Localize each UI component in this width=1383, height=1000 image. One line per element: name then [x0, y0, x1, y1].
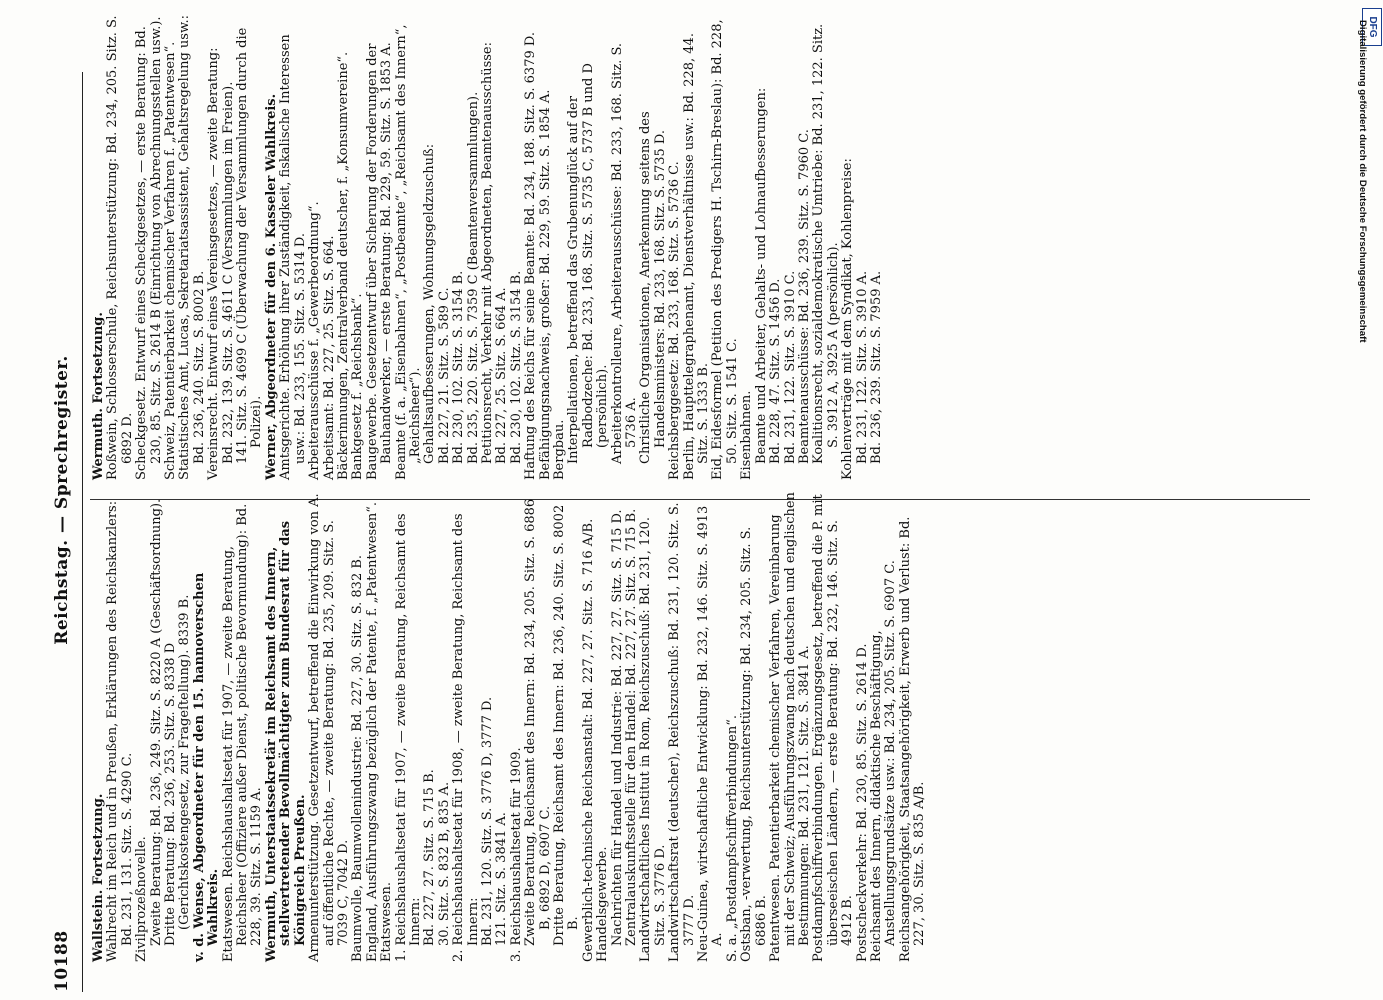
- index-entry: Etatswesen.: [379, 881, 395, 962]
- index-entry: Koalitionsrecht, sozialdemokratische Umtriebe: Bd. 231, 122. Sitz. S. 3912 A, 3925 A (persönlich).: [811, 19, 841, 464]
- index-entry: Reichsangehörigkeit, Staatsangehörigkeit, Erwerb und Verlust: Bd. 227, 30. Sitz. S. 835 A/B.: [897, 512, 928, 962]
- right-column: [92, 10, 884, 480]
- index-entry: Kohlenverträge mit dem Syndikat, Kohlenpreise:: [840, 158, 856, 480]
- index-entry: Nachrichten für Handel und Industrie: Bd. 227, 27. Sitz. S. 715 D.: [609, 509, 625, 946]
- index-entry: Bd. 230, 102. Sitz. S. 3154 B.: [451, 270, 467, 464]
- index-entry: Baugewerbe. Gesetzentwurf über Sicherung der Forderungen der Bauhandwerker, — erste Beratung: Bd. 229, 59. Sitz. S. 1853 A.: [364, 39, 395, 480]
- entry-heading: Wallstein. Fortsetzung.: [91, 793, 106, 962]
- index-entry: Bd. 232, 139. Sitz. S. 4611 C (Versammlungen im Freien).: [220, 81, 236, 464]
- index-entry: Reichsamt des Innern, didaktische Beschäftigung, Anstellungsgrundsätze usw.: Bd. 234, 205. Sitz. S. 6907 C.: [868, 560, 899, 962]
- index-entry: Bd. 236, 239. Sitz. S. 7959 A.: [868, 270, 884, 464]
- index-entry: Eisenbahnen.: [739, 390, 755, 480]
- index-entry: Beamte und Arbeiter, Gehalts- und Lohnaufbesserungen:: [753, 87, 769, 464]
- index-entry: Armenunterstützung. Gesetzentwurf, betreffend die Einwirkung von A. auf öffentliche Rechte, — zweite Beratung: Bd. 235, 209. Sitz. S. 7039 C, 7042 D.: [307, 489, 351, 962]
- index-entry: Postscheckverkehr: Bd. 230, 85. Sitz. S. 2614 D.: [854, 643, 870, 962]
- index-entry: Handelsgewerbe.: [595, 846, 611, 962]
- index-entry: Etatswesen. Reichshaushaltsetat für 1907, — zweite Beratung, Reichsheer (Offiziere außer Dienst, politische Bevormundung): Bd. 228, 39. Sitz. S. 1159 A.: [220, 499, 265, 962]
- index-entry: Beamte (f. a. „Eisenbahnen“, „Postbeamte“, „Reichsamt des Innern“, „Reichsheer“).: [393, 20, 423, 480]
- index-entry: Bd. 231, 122. Sitz. S. 3910 C.: [782, 270, 798, 464]
- index-entry: Reichsberggesetz: Bd. 233, 168. Sitz. S. 5736 C.: [667, 161, 683, 480]
- index-entry: Gewerblich-technische Reichsanstalt: Bd. 227, 27. Sitz. S. 716 A/B.: [580, 518, 596, 962]
- index-entry: Neu-Guinea, wirtschaftliche Entwicklung: Bd. 232, 146. Sitz. S. 4913 A.: [696, 501, 726, 962]
- entry-heading: v. d. Wense, Abgeordneter für den 15. hannoverschen Wahlkreis.: [191, 568, 222, 962]
- index-entry: Zivilprozeßnovelle.: [134, 836, 150, 962]
- side-note: [1352, 20, 1372, 980]
- index-entry: Baumwolle, Baumwollenindustrie: Bd. 227, 30. Sitz. S. 832 B.: [350, 554, 366, 962]
- index-entry: Bd. 227, 21. Sitz. S. 589 C.: [436, 287, 452, 464]
- index-entry: Bergbau.: [552, 419, 567, 480]
- index-entry: Patentwesen. Patentierbarkeit chemischer Verfahren, Vereinbarung mit der Schweiz; Ausführungszwang nach deutschen und englischen Bestimmungen: Bd. 231, 121. Sitz. S. 3841 A.: [768, 487, 812, 962]
- index-entry: 121. Sitz. S. 3841 A.: [494, 812, 510, 946]
- entry-heading: Wermuth, Unterstaatssekretär im Reichsamt des Innern, stellvertretender Bevollmächtigter zum Bundesrat für das Königreich Preußen.: [263, 516, 308, 962]
- index-entry: Vereinsrecht. Entwurf eines Vereinsgesetzes, — zweite Beratung:: [206, 47, 222, 480]
- index-entry: Statistisches Amt, Lucas, Sekretariatsassistent, Gehaltsregelung usw.: Bd. 236, 240. Sitz. S. 8002 B.: [177, 10, 207, 480]
- index-entry: Bd. 231, 120. Sitz. S. 3776 D, 3777 D.: [479, 696, 495, 946]
- index-entry: Gehaltsaufbesserungen, Wohnungsgeldzuschuß:: [422, 143, 438, 464]
- index-entry: Amtsgerichte. Erhöhung ihrer Zuständigkeit, fiskalische Interessen usw.: Bd. 233, 155. Sitz. S. 5314 D.: [278, 30, 308, 480]
- index-entry: Bäckerinnungen, Zentralverband deutscher, f. „Konsumvereine“.: [335, 51, 351, 480]
- index-entry: Zweite Beratung, Reichsamt des Innern: Bd. 234, 205. Sitz. S. 6886 B, 6892 D, 6907 C.: [523, 494, 553, 946]
- dfg-logo-text: DFG: [1367, 16, 1378, 38]
- index-entry: Zweite Beratung: Bd. 236, 249. Sitz. S. 8220 A (Geschäftsordnung).: [148, 498, 164, 946]
- index-entry: Zentralauskunftsstelle für den Handel: Bd. 227, 27. Sitz. S. 715 B.: [624, 508, 640, 946]
- index-entry: Beamtenausschüsse: Bd. 236, 239. Sitz. S. 7960 C.: [796, 129, 812, 464]
- index-entry: Ostsban, -verwertung, Reichsunterstützung: Bd. 234, 205. Sitz. S. 6886 B.: [739, 522, 769, 962]
- index-entry: Haftung des Reichs für seine Beamte: Bd. 234, 188. Sitz. S. 6379 D.: [523, 32, 539, 480]
- index-entry: Berlin, Haupttelegraphenamt, Dienstverhältnisse usw.: Bd. 228, 44. Sitz. S. 1333 B.: [681, 28, 712, 480]
- index-entry: Roßwein, Schlosserschule, Reichsunterstützung: Bd. 234, 205. Sitz. S. 6892 D.: [105, 11, 135, 480]
- index-entry: Bd. 231, 122. Sitz. S. 3910 A.: [854, 270, 870, 464]
- index-entry: Arbeitsamt: Bd. 227, 25. Sitz. S. 664.: [321, 235, 337, 480]
- index-entry: Schweiz, Patentierbarkeit chemischer Verfahren f. „Patentwesen“.: [163, 41, 179, 480]
- index-entry: Dritte Beratung: Bd. 236, 253. Sitz. S. 8338 D (Gerichtskostengesetz, zur Frageſtellung). 8339 B.: [163, 594, 193, 946]
- index-entry: Bd. 235, 220. Sitz. S. 7359 C (Beamtenversammlungen).: [465, 91, 481, 464]
- header-rule: [82, 72, 83, 992]
- index-entry: 3. Reichshaushaltsetat für 1909.: [508, 747, 524, 962]
- index-entry: Wahlrecht im Reich und in Preußen, Erklärungen des Reichskanzlers: Bd. 231, 131. Sitz. S. 4290 C.: [105, 496, 135, 962]
- index-entry: Eid, Eidesformel (Petition des Predigers H. Tschirn-Breslau): Bd. 228, 50. Sitz. S. 1541 C.: [710, 15, 740, 480]
- index-entry: Bankgesetz f. „Reichsbank“.: [350, 293, 366, 480]
- index-entry: 30. Sitz. S. 832 B, 835 A.: [436, 781, 452, 946]
- index-entry: 2. Reichshaushaltsetat für 1908, — zweite Beratung, Reichsamt des Innern:: [451, 509, 481, 962]
- index-entry: Postdampfschiffverbindungen. Ergänzungsgesetz, betreffend die P. mit überseeischen Ländern, — erste Beratung: Bd. 232, 146. Sitz. S. 4912 B.: [811, 490, 856, 962]
- side-note-text: Digitalisierung gefördert durch die Deutsche Forschungsgemeinschaft: [1357, 20, 1368, 343]
- entry-heading: Werner, Abgeordneter für den 6. Kasseler Wahlkreis.: [263, 93, 279, 480]
- index-entry: Dritte Beratung, Reichsamt des Innern: Bd. 236, 240. Sitz. S. 8002 B.: [552, 500, 582, 946]
- index-entry: Befähigungsnachweis, großer: Bd. 229, 59. Sitz. S. 1854 A.: [537, 89, 553, 480]
- index-entry: Bd. 227, 27. Sitz. S. 715 B.: [422, 769, 438, 946]
- left-column: [91, 487, 928, 962]
- index-entry: Landwirtschaftsrat (deutscher), Reichszuschuß: Bd. 231, 120. Sitz. S. 3777 D.: [667, 498, 697, 962]
- page-number: 10188: [52, 930, 72, 992]
- running-title: Reichstag. — Sprechregister.: [52, 355, 72, 645]
- index-entry: Interpellationen, betreffend das Grubenunglück auf der Radbodzeche: Bd. 233, 168. Sitz. S. 5735 C, 5737 B und D (persönlich).: [566, 58, 611, 464]
- index-entry: Arbeiterkontrolleure, Arbeiterausschüsse: Bd. 233, 168. Sitz. S. 5736 A.: [609, 38, 640, 464]
- index-entry: S. a. „Postdampfschiffverbindungen“.: [724, 715, 740, 962]
- index-entry: England, Ausführungszwang bezüglich der Patente, f. „Patentwesen“.: [364, 501, 380, 962]
- index-entry: 141. Sitz. S. 4699 C (Überwachung der Versammlungen durch die Polizei).: [235, 23, 265, 464]
- index-entry: Bd. 228, 47. Sitz. S. 1456 D.: [768, 278, 784, 464]
- entry-heading: Wermuth. Fortsetzung.: [91, 312, 106, 480]
- index-entry: Petitionsrecht, Verkehr mit Abgeordneten, Beamtenausschüsse:: [479, 41, 495, 464]
- index-entry: Scheckgesetz. Entwurf eines Scheckgesetzes, — erste Beratung: Bd. 230, 85. Sitz. S. 2614 B (Einrichtung von Abrechnungsstellen usw.).: [134, 16, 164, 480]
- index-entry: Bd. 230, 102. Sitz. S. 3154 B.: [508, 270, 524, 464]
- index-entry: Bd. 227, 25. Sitz. S. 664 A.: [494, 287, 510, 464]
- index-entry: Christliche Organisationen, Anerkennung seitens des Handelsministers: Bd. 233, 168. Sitz. S. 5735 D.: [638, 107, 668, 464]
- index-entry: Landwirtschaftliches Institut in Rom, Reichszuschuß: Bd. 231, 120. Sitz. S. 3776 D.: [638, 512, 668, 962]
- index-entry: 1. Reichshaushaltsetat für 1907, — zweite Beratung, Reichsamt des Innern:: [393, 509, 423, 962]
- index-entry: Arbeiterausschüsse f. „Gewerbeordnung“.: [307, 201, 323, 480]
